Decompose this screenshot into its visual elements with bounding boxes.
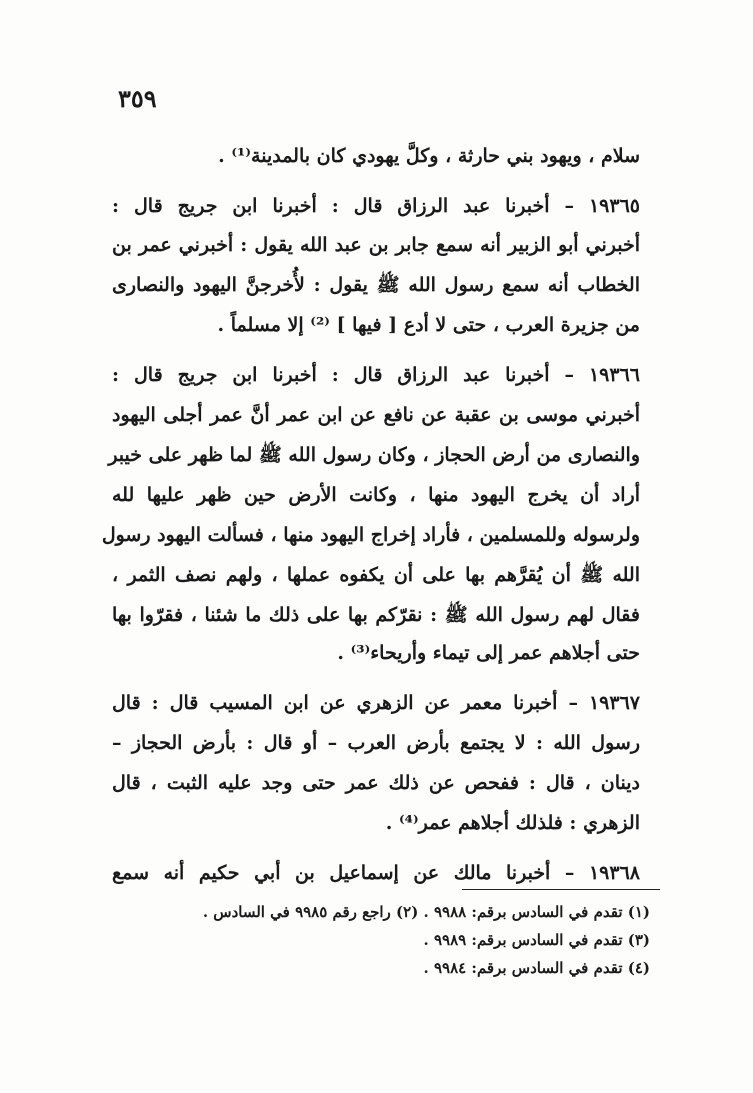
hadith-19366-heading: ١٩٣٦٦ – أخبرنا عبد الرزاق قال : أخبرنا ابن جريج قال :	[112, 364, 640, 386]
text-line: فقال لهم رسول الله ﷺ : نقرّكم بها على ذلك ما شئنا ، فقرّوا بها	[112, 604, 640, 626]
text-line: الخطاب أنه سمع رسول الله ﷺ يقول : لأُخرجنَّ اليهود والنصارى	[112, 274, 640, 296]
text-line: دينان ، قال : ففحص عن ذلك عمر حتى وجد عليه الثبت ، قال	[112, 772, 640, 794]
text-line: أخبرني موسى بن عقبة عن نافع عن ابن عمر أنَّ عمر أجلى اليهود	[112, 404, 640, 426]
text-line: أراد أن يخرج اليهود منها ، وكانت الأرض حين ظهر عليها لله	[112, 484, 640, 506]
page-number: ٣٥٩	[118, 84, 157, 113]
text-line: والنصارى من أرض الحجاز ، وكان رسول الله ﷺ لما ظهر على خيبر	[108, 444, 640, 466]
footnote-line: (٤) تقدم في السادس برقم: ٩٩٨٤ .	[423, 959, 650, 977]
footnote-line: (٣) تقدم في السادس برقم: ٩٩٨٩ .	[423, 931, 650, 949]
footnote-line: (١) تقدم في السادس برقم: ٩٩٨٨ . (٢) راجع رقم ٩٩٨٥ في السادس .	[202, 903, 650, 921]
hadith-19368-heading: ١٩٣٦٨ – أخبرنا مالك عن إسماعيل بن أبي حكيم أنه سمع	[112, 862, 640, 884]
text-line: حتى أجلاهم عمر إلى تيماء وأريحاء⁽³⁾ .	[337, 642, 640, 664]
hadith-19365-heading: ١٩٣٦٥ – أخبرنا عبد الرزاق قال : أخبرنا ابن جريج قال :	[112, 195, 640, 217]
text-line: الزهري : فلذلك أجلاهم عمر⁽⁴⁾ .	[385, 812, 640, 834]
hadith-19367-heading: ١٩٣٦٧ – أخبرنا معمر عن الزهري عن ابن المسيب قال : قال	[112, 692, 640, 714]
text-line: من جزيرة العرب ، حتى لا أدع [ فيها ] ⁽²⁾ إلا مسلماً .	[217, 314, 640, 336]
text-line: أخبرني أبو الزبير أنه سمع جابر بن عبد الله يقول : أخبرني عمر بن	[112, 234, 640, 256]
text-line: سلام ، ويهود بني حارثة ، وكلَّ يهودي كان بالمدينة⁽¹⁾ .	[218, 145, 640, 167]
text-line: رسول الله : لا يجتمع بأرض العرب – أو قال : بأرض الحجاز –	[112, 732, 640, 754]
text-line: ولرسوله وللمسلمين ، فأراد إخراج اليهود منها ، فسألت اليهود رسول	[101, 524, 640, 546]
footnote-divider	[462, 889, 660, 890]
text-line: الله ﷺ أن يُقرَّهم بها على أن يكفوه عملها ، ولهم نصف الثمر ،	[112, 564, 640, 586]
